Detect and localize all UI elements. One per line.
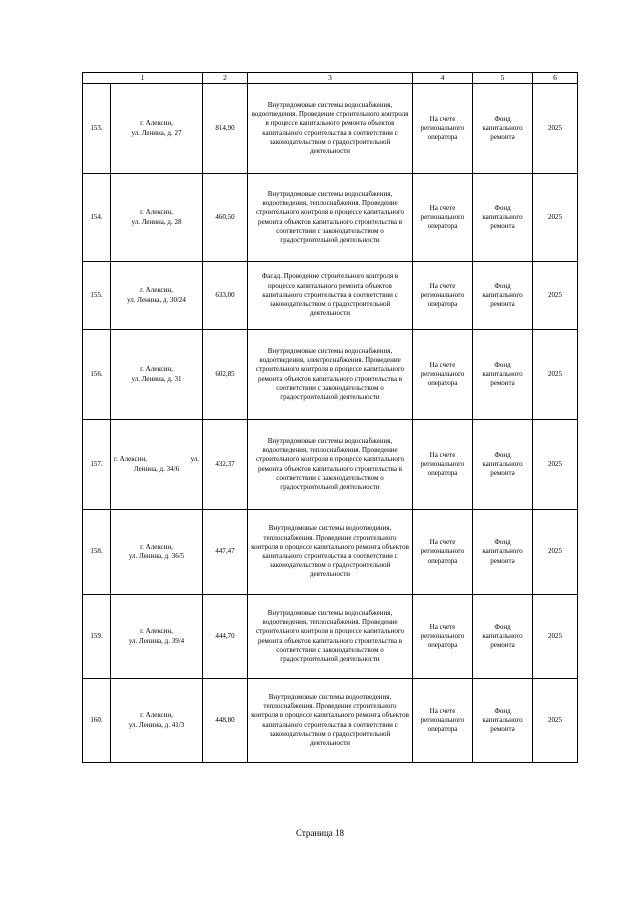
col-header-6: 6 [533, 73, 578, 84]
col-header-5: 5 [473, 73, 533, 84]
table-row [83, 679, 578, 763]
address-line-2: ул. Ленина, д. 30/24 [127, 295, 186, 304]
row-works: Внутридомовые системы водоснабжения, водоотведения. Проведение строительного контроля в процессе капитального ремонта объектов капитального строительства в соответствии с законодательством о градостроительной деятельности [248, 84, 413, 174]
row-year: 2025 [533, 510, 578, 595]
row-address [111, 262, 203, 330]
row-number: 153. [83, 84, 111, 174]
row-year: 2025 [533, 420, 578, 510]
row-area: 633,00 [203, 262, 248, 330]
row-works: Внутридомовые системы водоотведения, теплоснабжения. Проведение строительного контроля в процессе капитального ремонта объектов капитального строительства в соответствии с законодательством о градостроительной деятельности [248, 510, 413, 595]
row-address [111, 595, 203, 679]
address-line-1: г. Алексин, [140, 542, 173, 551]
row-address [111, 679, 203, 763]
row-source: Фонд капитального ремонта [473, 595, 533, 679]
address-line-1: г. Алексин, [140, 365, 173, 374]
row-address [111, 84, 203, 174]
table-row [83, 510, 578, 595]
address-line-2: ул. Ленина, д. 36/5 [128, 552, 185, 560]
address-line-2: ул. Ленина, д. 31 [131, 374, 182, 383]
address-line-1 [113, 455, 200, 464]
row-method: На счете регионального оператора [413, 679, 473, 763]
row-number: 158. [83, 510, 111, 595]
table-header-row [83, 73, 578, 84]
row-number: 155. [83, 262, 111, 330]
row-area: 447,47 [203, 510, 248, 595]
col-header-2: 2 [203, 73, 248, 84]
row-method: На счете регионального оператора [413, 420, 473, 510]
row-number: 159. [83, 595, 111, 679]
address-line-1: г. Алексин, [140, 119, 173, 128]
address-line-1: г. Алексин, [140, 627, 173, 636]
row-year: 2025 [533, 174, 578, 262]
row-method: На счете регионального оператора [413, 262, 473, 330]
row-number: 154. [83, 174, 111, 262]
address-line-2: ул. Ленина, д. 28 [131, 217, 182, 226]
row-address [111, 330, 203, 420]
table-row [83, 84, 578, 174]
col-header-1: 1 [83, 73, 203, 84]
page-number: Страница 18 [295, 828, 345, 838]
address-line-2: Ленина, д. 34/6 [133, 464, 180, 473]
row-area: 432,37 [203, 420, 248, 510]
row-method: На счете регионального оператора [413, 330, 473, 420]
row-year: 2025 [533, 679, 578, 763]
row-year: 2025 [533, 595, 578, 679]
row-works: Фасад. Проведение строительного контроля в процессе капитального ремонта объектов капитального строительства в соответствии с законодательством о градостроительной деятельности [248, 262, 413, 330]
row-area: 448,80 [203, 679, 248, 763]
address-line-2: ул. Ленина, д. 39/4 [128, 636, 185, 645]
row-year: 2025 [533, 262, 578, 330]
row-area: 814,90 [203, 84, 248, 174]
address-line-1: г. Алексин, [140, 208, 173, 217]
row-source: Фонд капитального ремонта [473, 510, 533, 595]
row-works: Внутридомовые системы водоотведения, теплоснабжения. Проведение строительного контроля в процессе капитального ремонта объектов капитального строительства в соответствии с законодательством о градостроительной деятельности [248, 679, 413, 763]
row-number: 157. [83, 420, 111, 510]
row-number: 160. [83, 679, 111, 763]
row-address [111, 510, 203, 595]
address-street-prefix: ул. [190, 455, 199, 464]
address-city-part: г. Алексин, [114, 455, 147, 464]
row-number: 156. [83, 330, 111, 420]
col-header-4: 4 [413, 73, 473, 84]
row-address [111, 174, 203, 262]
row-year: 2025 [533, 330, 578, 420]
row-source: Фонд капитального ремонта [473, 174, 533, 262]
row-source: Фонд капитального ремонта [473, 262, 533, 330]
row-year: 2025 [533, 84, 578, 174]
table-row [83, 174, 578, 262]
row-works: Внутридомовые системы водоснабжения, водоотведения, теплоснабжения. Проведение строительного контроля в процессе капитального ремонта объектов капитального строительства в соответствии с законодательством о градостроительной деятельности [248, 595, 413, 679]
row-area: 460,50 [203, 174, 248, 262]
address-line-2: ул. Ленина, д. 27 [131, 128, 182, 137]
repair-plan-table [82, 72, 578, 763]
row-works: Внутридомовые системы водоснабжения, водоотведения, электроснабжения. Проведение строительного контроля в процессе капитального ремонта объектов капитального строительства в соответствии с законодательством о градостроительной деятельности [248, 330, 413, 420]
row-source: Фонд капитального ремонта [473, 679, 533, 763]
table-row [83, 595, 578, 679]
row-method: На счете регионального оператора [413, 84, 473, 174]
table-row [83, 262, 578, 330]
row-method: На счете регионального оператора [413, 510, 473, 595]
table-row [83, 330, 578, 420]
row-area: 602,85 [203, 330, 248, 420]
row-works: Внутридомовые системы водоснабжения, водоотведения, теплоснабжения. Проведение строительного контроля в процессе капитального ремонта объектов капитального строительства в соответствии с законодательством о градостроительной деятельности [248, 420, 413, 510]
row-source: Фонд капитального ремонта [473, 420, 533, 510]
col-header-3: 3 [248, 73, 413, 84]
row-works: Внутридомовые системы водоснабжения, водоотведения, теплоснабжения. Проведение строительного контроля в процессе капитального ремонта объектов капитального строительства в соответствии с законодательством о градостроительной деятельности [248, 174, 413, 262]
row-method: На счете регионального оператора [413, 595, 473, 679]
address-line-1: г. Алексин, [140, 286, 173, 295]
address-line-2: ул. Ленина, д. 41/3 [128, 720, 185, 729]
table-row [83, 420, 578, 510]
row-area: 444,70 [203, 595, 248, 679]
address-line-1: г. Алексин, [140, 711, 173, 720]
row-source: Фонд капитального ремонта [473, 84, 533, 174]
row-method: На счете регионального оператора [413, 174, 473, 262]
row-address [111, 420, 203, 510]
row-source: Фонд капитального ремонта [473, 330, 533, 420]
